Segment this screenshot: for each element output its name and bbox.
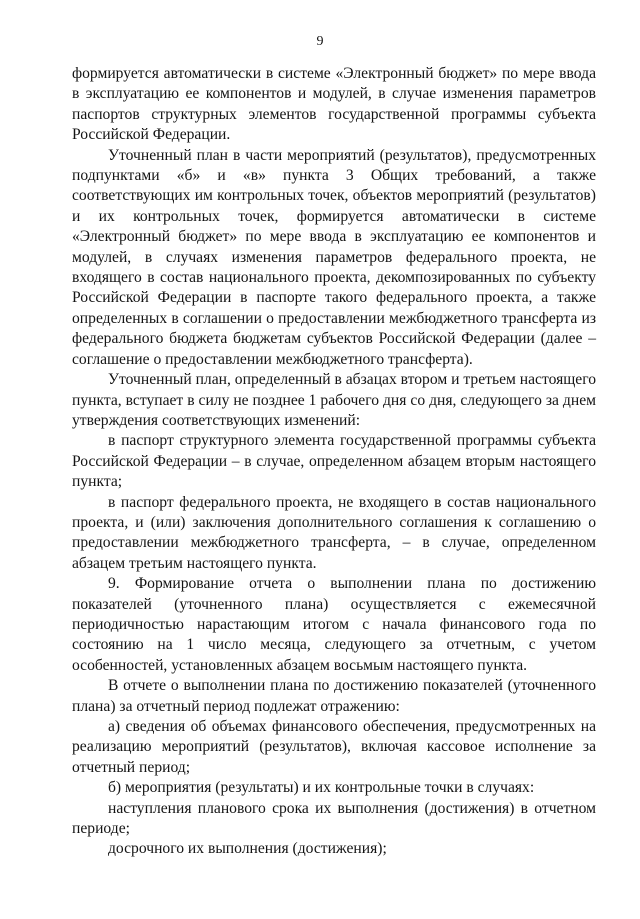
document-body — [72, 64, 596, 860]
paragraph: досрочного их выполнения (достижения); — [108, 840, 387, 858]
paragraph: Уточненный план в части мероприятий (результатов), предусмотренных подпунктами «б» и «в» пункта 3 Общих требований, а также соответствующих им контрольных точек, объектов мероприятий (результатов) и их контрольных точек, формируется автоматически в системе «Электронный бюджет» по мере ввода в эксплуатацию ее компонентов и модулей, в случаях изменения параметров федерального проекта, не входящего в состав национального проекта, декомпозированных по субъекту Российской Федерации в паспорте такого федерального проекта, а также определенных в соглашении о предоставлении межбюджетного трансферта из федерального бюджета бюджетам субъектов Российской Федерации (далее – соглашение о предоставлении межбюджетного трансферта). — [72, 146, 596, 368]
paragraph: б) мероприятия (результаты) и их контрольные точки в случаях: — [108, 779, 535, 797]
paragraph: наступления планового срока их выполнения (достижения) в отчетном периоде; — [72, 799, 596, 838]
paragraph: в паспорт структурного элемента государственной программы субъекта Российской Федерации – в случае, определенном абзацем вторым настоящего пункта; — [72, 432, 596, 491]
page-number: 9 — [316, 34, 324, 49]
paragraph: а) сведения об объемах финансового обеспечения, предусмотренных на реализацию мероприятий (результатов), включая кассовое исполнение за отчетный период; — [72, 718, 596, 776]
paragraph: В отчете о выполнении плана по достижению показателей (уточненного плана) за отчетный период подлежат отражению: — [72, 677, 596, 715]
paragraph: в паспорт федерального проекта, не входящего в состав национального проекта, и (или) заключения дополнительного соглашения к соглашению о предоставлении межбюджетного трансферта, – в случае, определенном абзацем третьим настоящего пункта. — [72, 493, 596, 572]
paragraph-continuation: формируется автоматически в системе «Электронный бюджет» по мере ввода в эксплуатацию ее компонентов и модулей, в случае изменения параметров паспортов структурных элементов государственной программы субъекта Российской Федерации. — [72, 65, 596, 144]
paragraph: 9. Формирование отчета о выполнении плана по достижению показателей (уточненного плана) осуществляется с ежемесячной периодичностью нарастающим итогом с начала финансового года по состоянию на 1 число месяца, следующего за отчетным, с учетом особенностей, установленных абзацем восьмым настоящего пункта. — [72, 575, 596, 674]
paragraph: Уточненный план, определенный в абзацах втором и третьем настоящего пункта, вступает в силу не позднее 1 рабочего дня со дня, следующего за днем утверждения соответствующих изменений: — [72, 371, 596, 429]
